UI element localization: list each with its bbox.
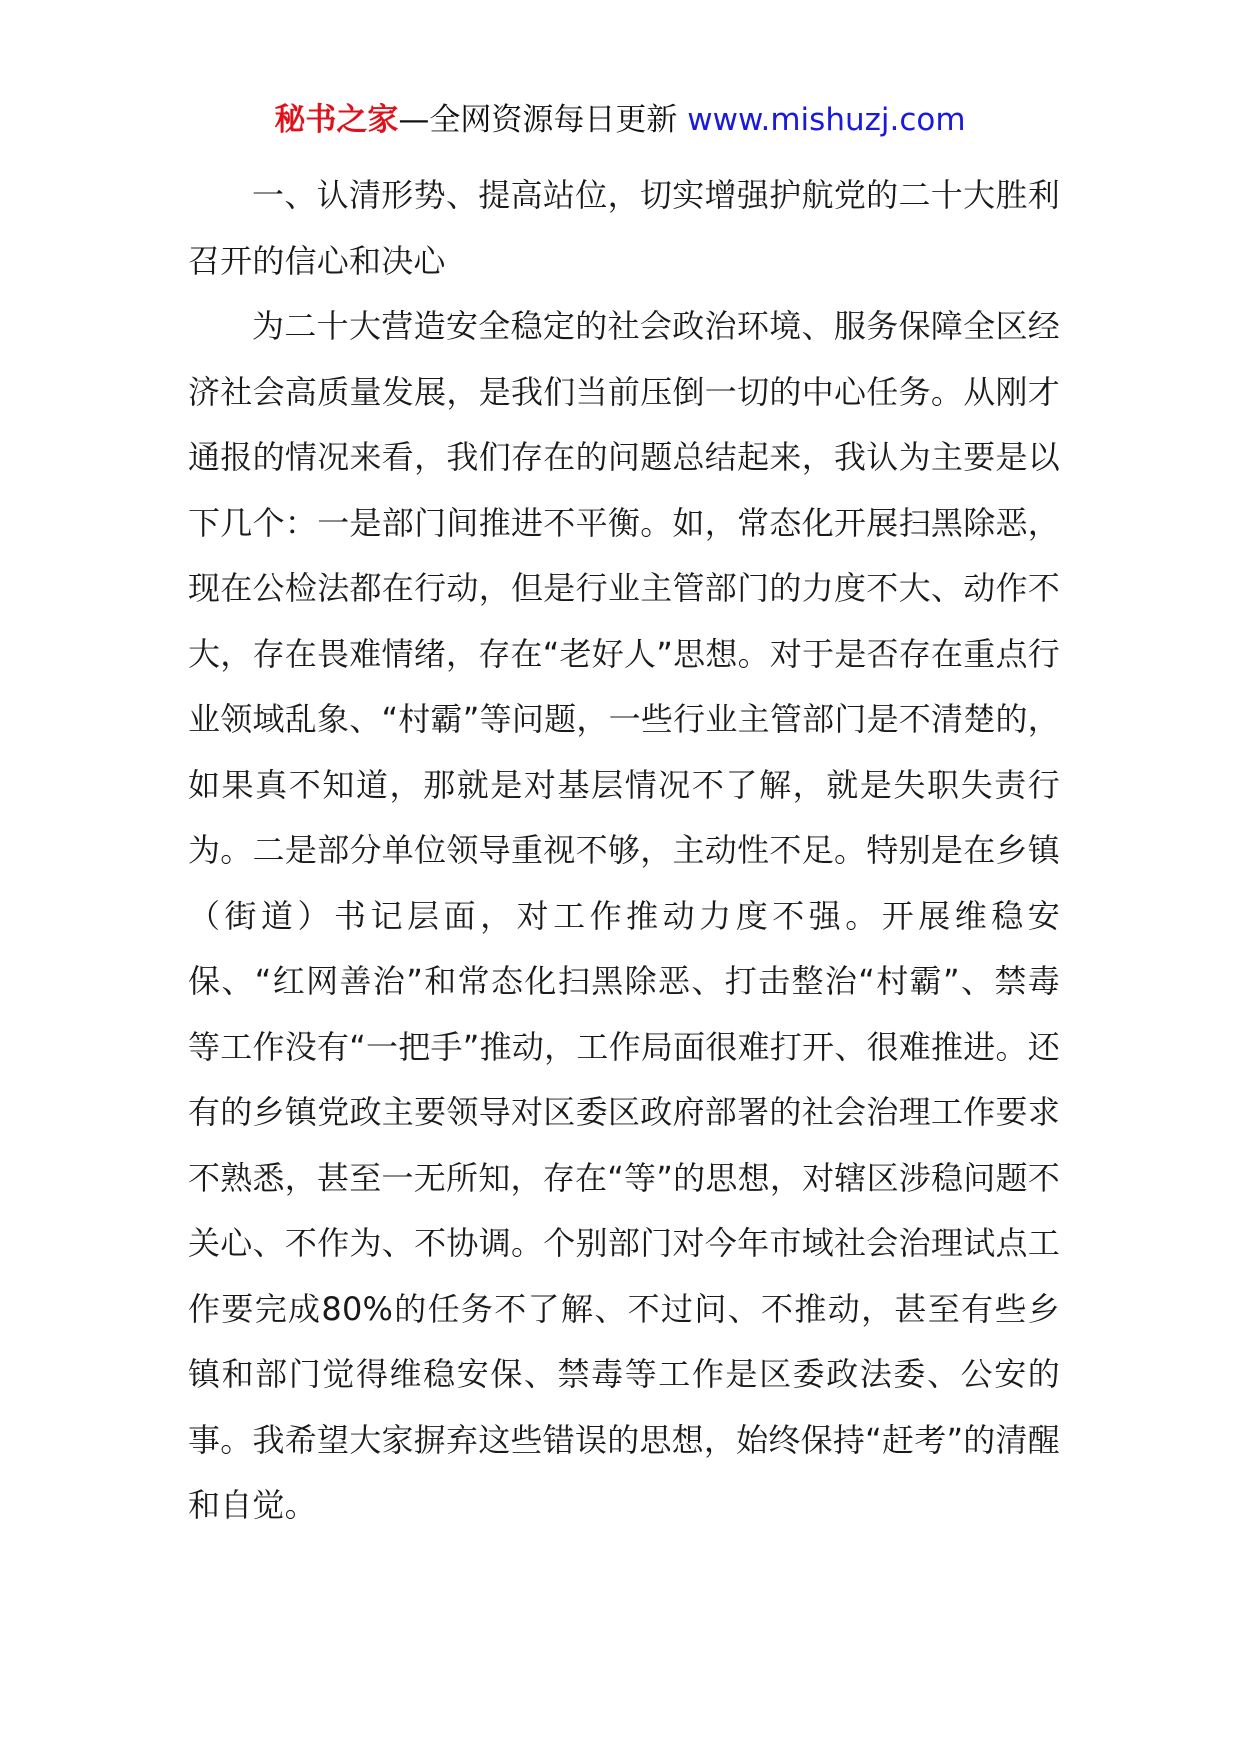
site-header (0, 98, 1240, 142)
site-brand: 秘书之家 (274, 102, 399, 138)
body-paragraph: 为二十大营造安全稳定的社会政治环境、服务保障全区经济社会高质量发展，是我们当前压倒一切的中心任务。从刚才通报的情况来看，我们存在的问题总结起来，我认为主要是以下几个：一是部门间推进不平衡。如，常态化开展扫黑除恶，现在公检法都在行动，但是行业主管部门的力度不大、动作不大，存在畏难情绪，存在“老好人”思想。对于是否存在重点行业领域乱象、“村霸”等问题，一些行业主管部门是不清楚的，如果真不知道，那就是对基层情况不了解，就是失职失责行为。二是部分单位领导重视不够，主动性不足。特别是在乡镇（街道）书记层面，对工作推动力度不强。开展维稳安保、“红网善治”和常态化扫黑除恶、打击整治“村霸”、禁毒等工作没有“一把手”推动，工作局面很难打开、很难推进。还有的乡镇党政主要领导对区委区政府部署的社会治理工作要求不熟悉，甚至一无所知，存在“等”的思想，对辖区涉稳问题不关心、不作为、不协调。个别部门对今年市域社会治理试点工作要完成80%的任务不了解、不过问、不推动，甚至有些乡镇和部门觉得维稳安保、禁毒等工作是区委政法委、公安的事。我希望大家摒弃这些错误的思想，始终保持“赶考”的清醒和自觉。 (188, 307, 1060, 1524)
site-tagline: —全网资源每日更新 (398, 102, 688, 138)
document-body (188, 163, 1060, 1539)
section-heading: 一、认清形势、提高站位，切实增强护航党的二十大胜利召开的信心和决心 (188, 176, 1060, 280)
site-url-link[interactable]: www.mishuzj.com (687, 102, 966, 138)
